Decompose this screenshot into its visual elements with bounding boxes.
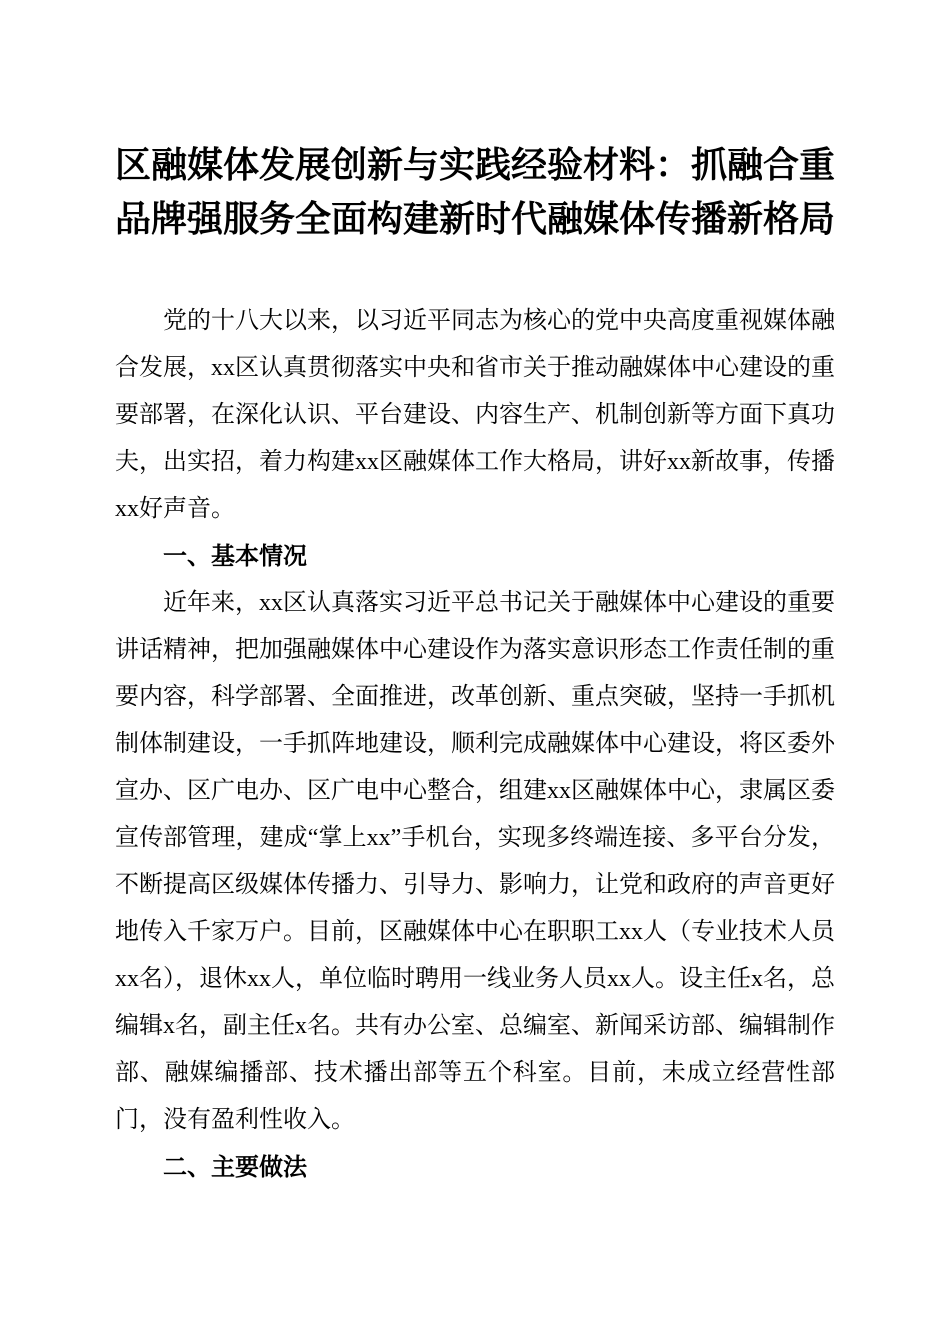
section-1-paragraph: 近年来，xx区认真落实习近平总书记关于融媒体中心建设的重要讲话精神，把加强融媒体中心建设作为落实意识形态工作责任制的重要内容，科学部署、全面推进，改革创新、重点突破，坚持一手抓机制体制建设，一手抓阵地建设，顺利完成融媒体中心建设，将区委外宣办、区广电办、区广电中心整合，组建xx区融媒体中心，隶属区委宣传部管理，建成“掌上xx”手机台，实现多终端连接、多平台分发，不断提高区级媒体传播力、引导力、影响力，让党和政府的声音更好地传入千家万户。目前，区融媒体中心在职职工xx人（专业技术人员xx名），退休xx人，单位临时聘用一线业务人员xx人。设主任x名，总编辑x名，副主任x名。共有办公室、总编室、新闻采访部、编辑制作部、融媒编播部、技术播出部等五个科室。目前，未成立经营性部门，没有盈利性收入。 — [115, 590, 835, 1133]
section-1-heading: 一、基本情况 — [163, 543, 307, 570]
intro-paragraph: 党的十八大以来，以习近平同志为核心的党中央高度重视媒体融合发展，xx区认真贯彻落实中央和省市关于推动融媒体中心建设的重要部署，在深化认识、平台建设、内容生产、机制创新等方面下真功夫，出实招，着力构建xx区融媒体工作大格局，讲好xx新故事，传播xx好声音。 — [115, 308, 835, 522]
document-title: 区融媒体发展创新与实践经验材料：抓融合重品牌强服务全面构建新时代融媒体传播新格局 — [115, 145, 836, 239]
section-2-heading: 二、主要做法 — [163, 1154, 307, 1181]
